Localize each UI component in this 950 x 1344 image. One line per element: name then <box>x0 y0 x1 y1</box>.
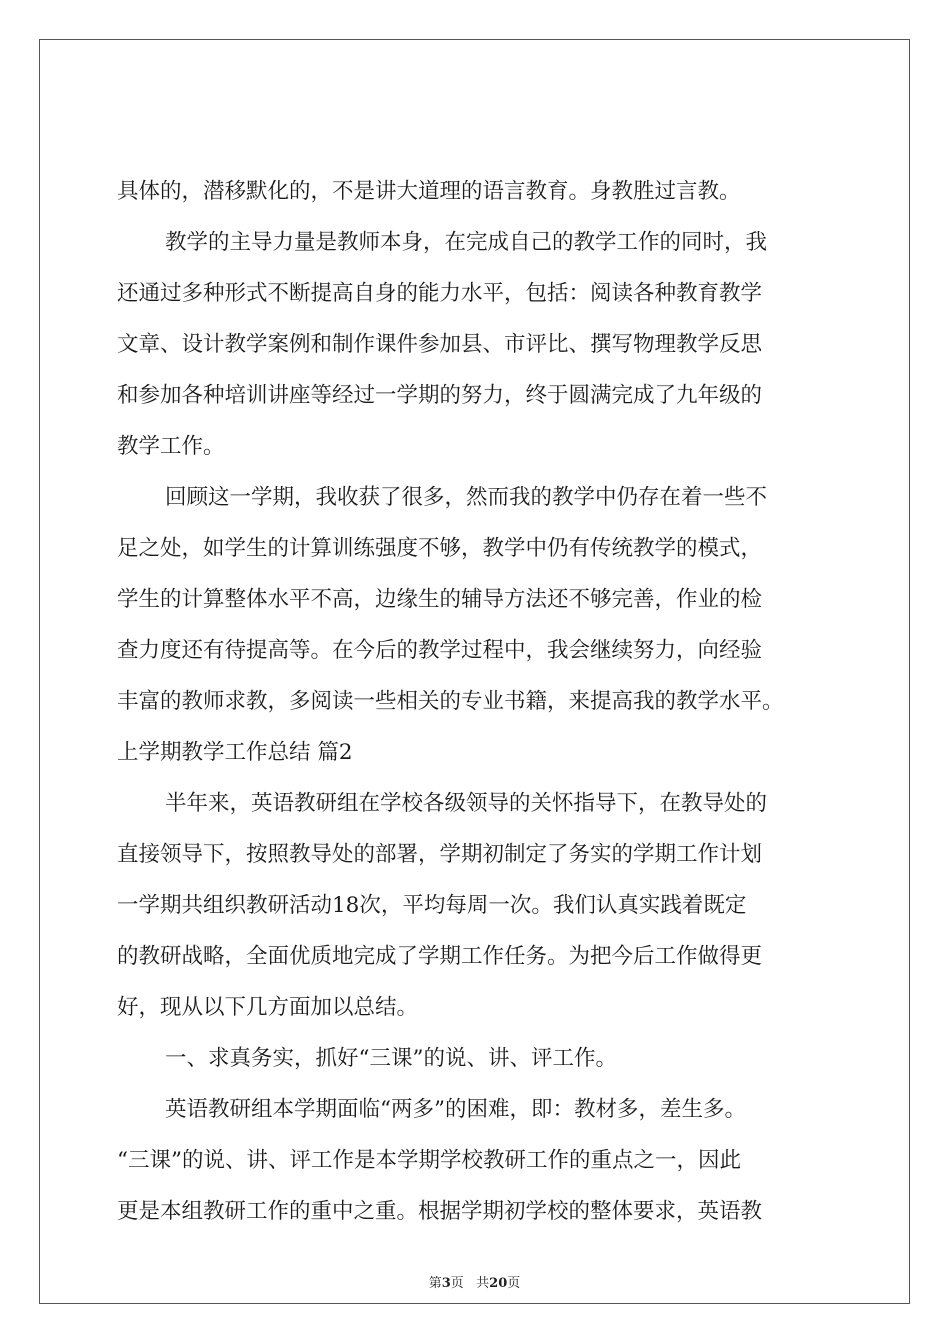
text-line: 回顾这一学期，我收获了很多，然而我的教学中仍存在着一些不 <box>165 485 768 510</box>
footer-suffix: 页 <box>507 1276 521 1291</box>
text-line: 和参加各种培训讲座等经过一学期的努力，终于圆满完成了九年级的 <box>117 383 763 408</box>
text-line: 半年来，英语教研组在学校各级领导的关怀指导下，在教导处的 <box>165 791 768 816</box>
current-page-number: 3 <box>441 1276 451 1291</box>
text-line: 具体的，潜移默化的，不是讲大道理的语言教育。身教胜过言教。 <box>117 179 741 204</box>
text-line: 更是本组教研工作的重中之重。根据学期初学校的整体要求，英语教 <box>117 1199 763 1224</box>
text-line: 教学工作。 <box>117 434 225 459</box>
text-line: 足之处，如学生的计算训练强度不够，教学中仍有传统教学的模式， <box>117 536 763 561</box>
text-line: 好，现从以下几方面加以总结。 <box>117 995 419 1020</box>
total-page-number: 20 <box>489 1276 508 1291</box>
text-line: 丰富的教师求教，多阅读一些相关的专业书籍，来提高我的教学水平。 <box>117 689 784 714</box>
text-line: 上学期教学工作总结 篇2 <box>117 740 353 765</box>
document-body <box>117 166 837 1237</box>
text-line: 教学的主导力量是教师本身，在完成自己的教学工作的同时，我 <box>165 230 768 255</box>
page-footer <box>40 1272 909 1291</box>
text-line: “三课”的说、讲、评工作是本学期学校教研工作的重点之一，因此 <box>117 1148 741 1173</box>
footer-mid: 页 共 <box>450 1276 490 1291</box>
text-line: 直接领导下，按照教导处的部署，学期初制定了务实的学期工作计划 <box>117 842 763 867</box>
text-line: 还通过多种形式不断提高自身的能力水平，包括：阅读各种教育教学 <box>117 281 763 306</box>
document-page <box>39 39 910 1304</box>
text-line: 英语教研组本学期面临“两多”的困难，即：教材多，差生多。 <box>165 1097 746 1122</box>
text-line: 一学期共组织教研活动18次，平均每周一次。我们认真实践着既定 <box>117 893 747 918</box>
text-line: 的教研战略，全面优质地完成了学期工作任务。为把今后工作做得更 <box>117 944 763 969</box>
text-line: 一、求真务实，抓好“三课”的说、讲、评工作。 <box>165 1046 617 1071</box>
text-line: 学生的计算整体水平不高，边缘生的辅导方法还不够完善，作业的检 <box>117 587 763 612</box>
footer-prefix: 第 <box>428 1276 442 1291</box>
text-line: 文章、设计教学案例和制作课件参加县、市评比、撰写物理教学反思 <box>117 332 763 357</box>
text-line: 查力度还有待提高等。在今后的教学过程中，我会继续努力，向经验 <box>117 638 763 663</box>
